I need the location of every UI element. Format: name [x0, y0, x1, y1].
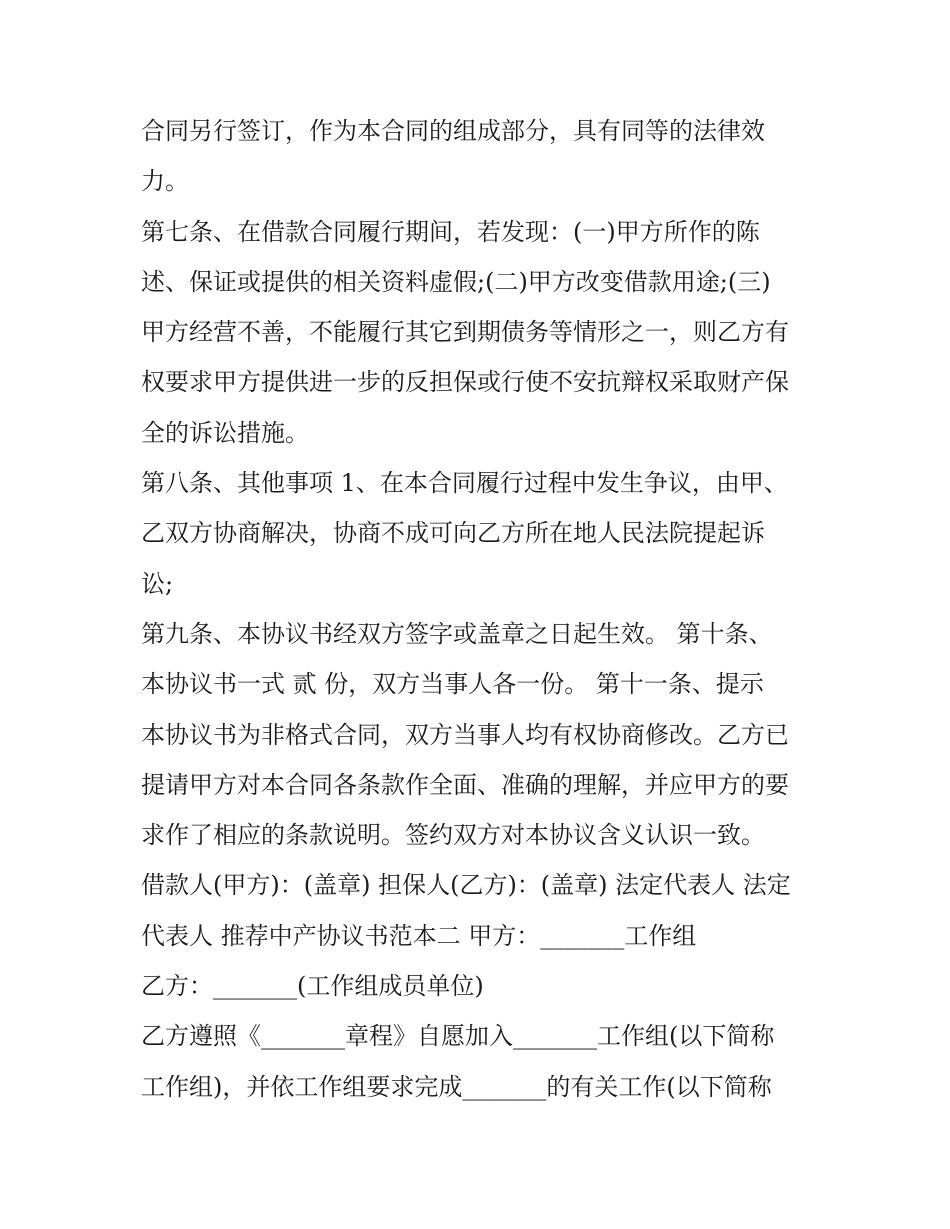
text-line: 合同另行签订，作为本合同的组成部分，具有同等的法律效 — [141, 117, 765, 145]
text-line: 求作了相应的条款说明。签约双方对本协议含义认识一致。 — [141, 821, 765, 850]
text-line: 第九条、本协议书经双方签字或盖章之日起生效。 第十条、 — [141, 619, 773, 648]
text-line: 全的诉讼措施。 — [141, 418, 309, 447]
text-line: 乙双方协商解决，协商不成可向乙方所在地人民法院提起诉 — [141, 519, 765, 548]
text-line: 第八条、其他事项 1、在本合同履行过程中发生争议，由甲、 — [141, 469, 788, 498]
document-body — [141, 106, 821, 1112]
text-line: 代表人 推荐中产协议书范本二 甲方：_______工作组 — [141, 921, 697, 950]
text-line: 讼; — [141, 569, 174, 598]
text-line: 借款人(甲方)：(盖章) 担保人(乙方)：(盖章) 法定代表人 法定 — [141, 871, 791, 900]
text-line: 本协议书一式 贰 份，双方当事人各一份。 第十一条、提示 — [141, 670, 764, 699]
text-line: 乙方：_______(工作组成员单位) — [141, 972, 484, 1001]
text-line: 本协议书为非格式合同，双方当事人均有权协商修改。乙方已 — [141, 720, 789, 749]
text-line: 权要求甲方提供进一步的反担保或行使不安抗辩权采取财产保 — [141, 368, 789, 397]
text-line: 第七条、在借款合同履行期间，若发现：(一)甲方所作的陈 — [141, 217, 760, 246]
text-line: 乙方遵照《_______章程》自愿加入_______工作组(以下简称 — [141, 1022, 775, 1051]
text-line: 工作组)，并依工作组要求完成_______的有关工作(以下简称 — [141, 1072, 772, 1101]
text-line: 甲方经营不善，不能履行其它到期债务等情形之一，则乙方有 — [141, 318, 789, 347]
text-line: 力。 — [141, 167, 189, 196]
text-line: 述、保证或提供的相关资料虚假;(二)甲方改变借款用途;(三) — [141, 267, 771, 296]
text-line: 提请甲方对本合同各条款作全面、准确的理解，并应甲方的要 — [141, 770, 789, 799]
